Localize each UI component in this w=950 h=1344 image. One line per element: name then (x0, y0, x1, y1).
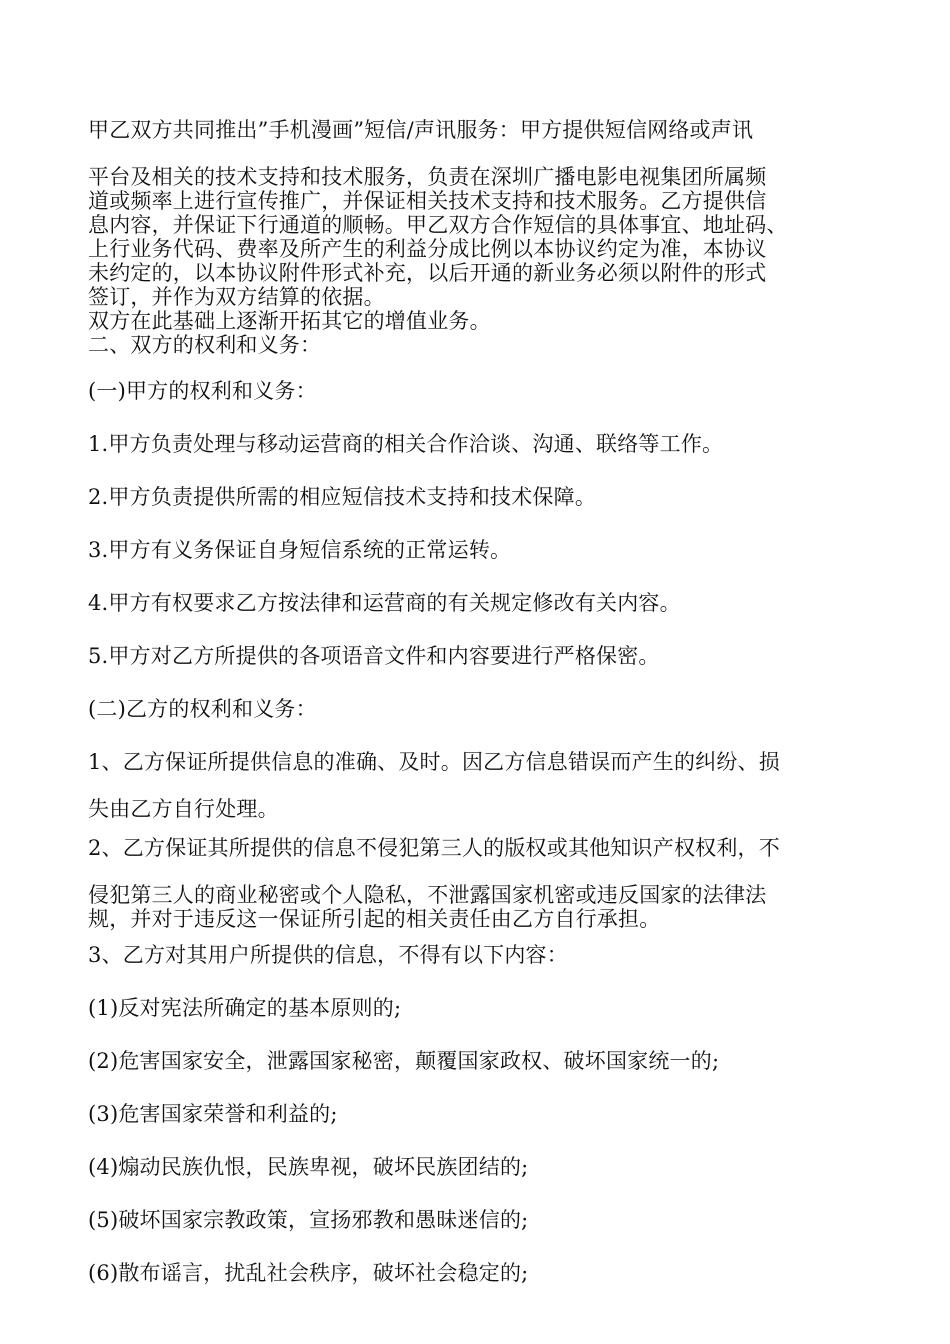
paragraph-line: 双方在此基础上逐渐开拓其它的增值业务。 (88, 309, 491, 333)
paragraph-line: 道或频率上进行宣传推广，并保证相关技术支持和技术服务。乙方提供信 (88, 189, 767, 213)
list-item-continuation: 侵犯第三人的商业秘密或个人隐私，不泄露国家机密或违反国家的法律法 (88, 883, 767, 907)
list-item: 3.甲方有义务保证自身短信系统的正常运转。 (88, 538, 512, 562)
list-item: 2.甲方负责提供所需的相应短信技术支持和技术保障。 (88, 485, 597, 509)
list-item: (4)煽动民族仇恨，民族卑视，破坏民族团结的; (88, 1155, 529, 1179)
document-page (88, 118, 868, 1286)
list-item: 1、乙方保证所提供信息的准确、及时。因乙方信息错误而产生的纠纷、损 (88, 750, 780, 774)
list-item: (1)反对宪法所确定的基本原则的; (88, 996, 402, 1020)
paragraph-line: 签订，并作为双方结算的依据。 (88, 285, 385, 309)
list-item: 5.甲方对乙方所提供的各项语音文件和内容要进行严格保密。 (88, 644, 660, 668)
subsection-heading: (一)甲方的权利和义务： (88, 379, 317, 403)
list-item: (6)散布谣言，扰乱社会秩序，破坏社会稳定的; (88, 1261, 529, 1285)
list-item: (3)危害国家荣誉和利益的; (88, 1102, 338, 1126)
list-item: (2)危害国家安全，泄露国家秘密，颠覆国家政权、破坏国家统一的; (88, 1049, 720, 1073)
paragraph-line: 未约定的，以本协议附件形式补充，以后开通的新业务必须以附件的形式 (88, 261, 767, 285)
list-item: 4.甲方有权要求乙方按法律和运营商的有关规定修改有关内容。 (88, 591, 681, 615)
paragraph-line: 平台及相关的技术支持和技术服务，负责在深圳广播电影电视集团所属频 (88, 165, 767, 189)
list-item-continuation: 失由乙方自行处理。 (88, 797, 279, 821)
list-item-continuation: 规，并对于违反这一保证所引起的相关责任由乙方自行承担。 (88, 907, 661, 931)
paragraph-line: 息内容，并保证下行通道的顺畅。甲乙双方合作短信的具体事宜、地址码、 (88, 213, 788, 237)
section-heading: 二、双方的权利和义务： (88, 333, 322, 357)
paragraph-line: 甲乙双方共同推出”手机漫画”短信/声讯服务：甲方提供短信网络或声讯 (88, 118, 754, 142)
list-item: 2、乙方保证其所提供的信息不侵犯第三人的版权或其他知识产权权利，不 (88, 836, 780, 860)
list-item: (5)破坏国家宗教政策，宣扬邪教和愚昧迷信的; (88, 1208, 529, 1232)
subsection-heading: (二)乙方的权利和义务： (88, 697, 317, 721)
paragraph-line: 上行业务代码、费率及所产生的利益分成比例以本协议约定为准，本协议 (88, 237, 767, 261)
list-item: 1.甲方负责处理与移动运营商的相关合作洽谈、沟通、联络等工作。 (88, 432, 724, 456)
list-item: 3、乙方对其用户所提供的信息，不得有以下内容： (88, 943, 568, 967)
